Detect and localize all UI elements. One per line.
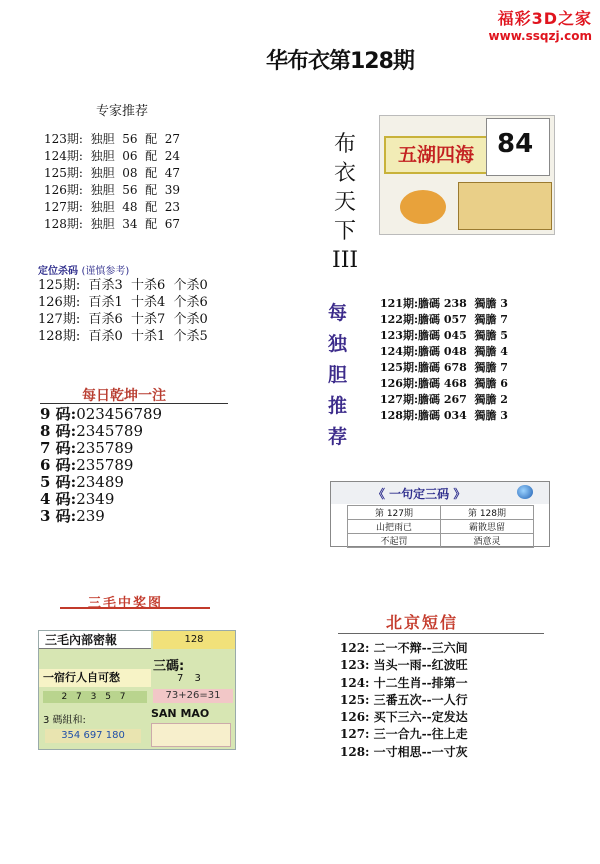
daily-value: 235789 — [76, 456, 134, 474]
meidan-char: 推 — [328, 395, 348, 417]
combo-value: 354 697 180 — [45, 729, 141, 743]
page-title: 华布衣第128期 — [266, 49, 414, 74]
expert-row: 125期: 独胆 08 配 47 — [44, 166, 181, 180]
yiju-cell: 不起罚 — [348, 534, 441, 548]
divider — [60, 607, 210, 609]
beijing-list — [340, 640, 468, 761]
meidan-char: 胆 — [328, 364, 348, 386]
ball-icon — [517, 485, 533, 499]
site-brand — [489, 6, 592, 43]
sanmao-picture — [151, 723, 231, 747]
brand-url[interactable]: www.ssqzj.com — [488, 29, 592, 43]
beijing-title: 北京短信 — [386, 613, 459, 632]
beijing-row: 123: 当头一雨--红波旺 — [340, 658, 468, 673]
buyi-char: 下 — [333, 219, 356, 244]
buyi-char: 衣 — [333, 161, 356, 186]
daily-label: 6 码: — [40, 456, 77, 474]
sanmao-digits: 2 7 3 5 7 — [43, 691, 147, 703]
kill-title — [38, 262, 129, 277]
meidan-char: 独 — [328, 333, 348, 355]
daily-value: 23489 — [76, 473, 124, 491]
kill-row: 126期: 百杀1 十杀4 个杀6 — [38, 295, 208, 310]
dan-row: 128期:膽碼 034 獨膽 3 — [380, 409, 508, 422]
sanmao-header: 三毛內部密報 — [39, 631, 151, 649]
daily-row — [40, 406, 162, 423]
sanmao-image — [38, 630, 236, 750]
expert-row: 127期: 独胆 48 配 23 — [44, 200, 181, 214]
daily-row — [40, 457, 162, 474]
scroll-decoration — [458, 182, 552, 230]
daily-value: 235789 — [76, 439, 134, 457]
meidan-char: 荐 — [328, 426, 348, 448]
beijing-row: 122: 二一不辩--三六间 — [340, 641, 468, 655]
expert-row: 124期: 独胆 06 配 24 — [44, 149, 181, 163]
wuhu-text: 五湖四海 — [384, 136, 488, 174]
daily-label: 8 码: — [40, 422, 77, 440]
beijing-row: 127: 三一合九--往上走 — [340, 727, 468, 742]
buyi-char: III — [332, 248, 359, 273]
daily-row — [40, 508, 162, 525]
kill-row: 125期: 百杀3 十杀6 个杀0 — [38, 278, 208, 293]
daily-value: 239 — [76, 507, 105, 525]
sanma-label: 三碼: — [153, 659, 185, 674]
expert-title: 专家推荐 — [96, 104, 149, 119]
sanmao-issue: 128 — [153, 631, 235, 649]
daily-title: 每日乾坤一注 — [82, 388, 166, 404]
yiju-cell: 山把雨已 — [348, 520, 441, 534]
buyi-vertical-title — [332, 130, 358, 275]
daily-row — [40, 440, 162, 457]
yiju-col-header: 第 128期 — [441, 506, 534, 520]
dan-row: 125期:膽碼 678 獨膽 7 — [380, 361, 508, 374]
expert-row: 126期: 独胆 56 配 39 — [44, 183, 181, 197]
dan-row: 126期:膽碼 468 獨膽 6 — [380, 377, 508, 390]
kill-row: 128期: 百杀0 十杀1 个杀5 — [38, 329, 208, 344]
dan-list — [380, 296, 508, 424]
meidan-vertical-title — [328, 298, 348, 453]
daily-label: 9 码: — [40, 405, 77, 423]
yiju-cell: 酒意灵 — [441, 534, 534, 548]
dan-row: 122期:膽碼 057 獨膽 7 — [380, 313, 508, 326]
daily-list — [40, 406, 162, 525]
yiju-table — [347, 505, 534, 548]
daily-label: 7 码: — [40, 439, 77, 457]
brand-name: 福彩3D之家 — [497, 9, 592, 28]
beijing-row: 126: 买下三六--定发达 — [340, 710, 468, 725]
expert-row: 128期: 独胆 34 配 67 — [44, 217, 181, 231]
divider — [40, 403, 228, 404]
daily-row — [40, 491, 162, 508]
daily-value: 2349 — [76, 490, 115, 508]
daily-value: 023456789 — [76, 405, 163, 423]
buyi-char: 天 — [333, 190, 356, 215]
divider — [338, 633, 544, 634]
beijing-row: 125: 三番五次--一人行 — [340, 692, 468, 707]
sanmao-title: 三毛中奖图 — [88, 596, 164, 611]
daily-label: 3 码: — [40, 507, 77, 525]
sanma-value: 7 3 — [177, 673, 205, 684]
dan-row: 124期:膽碼 048 獨膽 4 — [380, 345, 508, 358]
dan-row: 121期:膽碼 238 獨膽 3 — [380, 297, 508, 310]
expert-row: 123期: 独胆 56 配 27 — [44, 132, 181, 146]
sanmao-formula: 73+26=31 — [153, 689, 233, 703]
kill-title-sub: (谨慎参考) — [81, 266, 130, 277]
yiju-col-header: 第 127期 — [348, 506, 441, 520]
dan-row: 127期:膽碼 267 獨膽 2 — [380, 393, 508, 406]
combo-label: 3 碼組和: — [43, 715, 86, 726]
yiju-box — [330, 481, 550, 547]
buyi-char: 布 — [333, 132, 356, 157]
daily-row — [40, 474, 162, 491]
kill-row: 127期: 百杀6 十杀7 个杀0 — [38, 312, 208, 327]
daily-label: 4 码: — [40, 490, 77, 508]
card-number: 84 — [497, 129, 534, 159]
expert-list — [44, 131, 180, 233]
meidan-char: 每 — [328, 302, 348, 324]
daily-value: 2345789 — [76, 422, 144, 440]
sanmao-brand: SAN MAO — [151, 707, 210, 720]
kill-title-main: 定位杀码 — [38, 266, 78, 277]
yiju-cell: 霸散思留 — [441, 520, 534, 534]
beijing-row: 124: 十二生肖--排第一 — [340, 675, 468, 690]
daily-label: 5 码: — [40, 473, 77, 491]
number-card — [486, 118, 550, 176]
sanmao-slogan: 一宿行人自可愁 — [39, 669, 151, 687]
yiju-title: 《 一句定三码 》 — [373, 487, 466, 501]
wuhu-image — [379, 115, 555, 235]
daily-row — [40, 423, 162, 440]
food-bowl-picture — [400, 190, 446, 224]
beijing-row: 128: 一寸相思--一寸灰 — [340, 744, 468, 759]
dan-row: 123期:膽碼 045 獨膽 5 — [380, 329, 508, 342]
kill-list — [38, 277, 208, 345]
